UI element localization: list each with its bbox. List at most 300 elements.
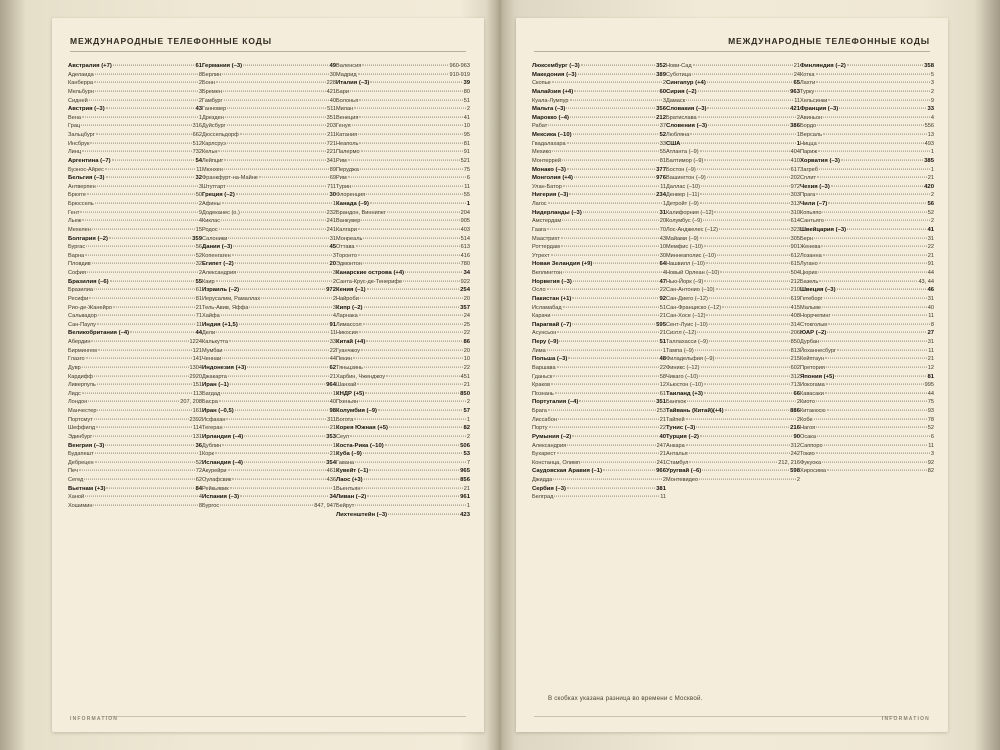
code-entry-row xyxy=(666,79,800,88)
entry-name: Краков xyxy=(532,382,551,389)
code-entry-row xyxy=(666,114,800,123)
leader-dots xyxy=(378,409,462,411)
entry-code: 612 xyxy=(790,252,800,259)
entry-code: 602 xyxy=(790,364,800,371)
entry-name: Бари xyxy=(336,88,350,95)
code-entry-row xyxy=(336,88,470,97)
code-entry-row xyxy=(666,286,800,295)
code-entry-row xyxy=(68,260,202,269)
leader-dots xyxy=(227,124,326,126)
code-entry-row xyxy=(202,191,336,200)
entry-name: Тяньцзинь xyxy=(336,364,363,371)
leader-dots xyxy=(86,245,195,247)
code-entry-row xyxy=(68,183,202,192)
leader-dots xyxy=(581,460,656,462)
leader-dots xyxy=(261,296,332,298)
entry-name: Мумбаи xyxy=(202,347,223,354)
code-entry-row xyxy=(532,226,666,235)
code-entry-row xyxy=(202,493,336,502)
entry-name: Великобритания (–4) xyxy=(68,330,130,337)
code-entry-row xyxy=(800,97,934,106)
code-entry-row xyxy=(800,286,934,295)
leader-dots xyxy=(700,236,790,238)
code-entry-row xyxy=(202,105,336,114)
entry-name: Сан-Хосе (–12) xyxy=(666,313,706,320)
code-entry-row xyxy=(68,174,202,183)
page-title-left: МЕЖДУНАРОДНЫЕ ТЕЛЕФОННЫЕ КОДЫ xyxy=(70,36,272,46)
entry-name: Флоренция xyxy=(336,192,366,199)
entry-code: 20 xyxy=(659,218,666,225)
entry-name: Дамаск xyxy=(666,97,686,104)
code-entry-row xyxy=(666,148,800,157)
entry-name: Констанца, Олимп xyxy=(532,459,580,466)
leader-dots xyxy=(224,98,329,100)
entry-code: 2 xyxy=(332,295,336,302)
leader-dots xyxy=(224,348,329,350)
code-entry-row xyxy=(202,295,336,304)
entry-name: Пхеньян xyxy=(336,399,358,406)
code-entry-row xyxy=(68,71,202,80)
code-entry-row xyxy=(68,321,202,330)
entry-name: Никосия xyxy=(336,330,358,337)
entry-name: Тайвань (Китай)(+4) xyxy=(666,408,724,414)
leader-dots xyxy=(825,357,927,359)
leader-dots xyxy=(603,469,655,471)
leader-dots xyxy=(572,322,655,324)
leader-dots xyxy=(690,133,796,135)
entry-code: 93 xyxy=(927,408,934,414)
entry-name: Дуйсбург xyxy=(202,123,226,130)
leader-dots xyxy=(847,227,926,229)
code-entry-row xyxy=(336,97,470,106)
entry-name: Ницца xyxy=(800,140,817,147)
entry-code: 44 xyxy=(329,356,336,363)
code-entry-row xyxy=(532,166,666,175)
entry-name: Сантьяго xyxy=(800,218,824,225)
entry-name: Гуанчжоу xyxy=(336,347,361,354)
code-entry-row xyxy=(336,217,470,226)
leader-dots xyxy=(548,409,656,411)
code-entry-row xyxy=(666,278,800,287)
leader-dots xyxy=(817,124,924,126)
code-entry-row xyxy=(68,442,202,451)
leader-dots xyxy=(563,271,662,273)
entry-name: Лагос xyxy=(532,201,547,207)
leader-dots xyxy=(82,150,192,152)
entry-code: 90 xyxy=(793,433,800,440)
entry-code: 81 xyxy=(463,140,470,147)
code-entry-row xyxy=(800,183,934,192)
code-entry-row xyxy=(68,131,202,140)
entry-name: Любляна xyxy=(666,132,690,138)
leader-dots xyxy=(97,383,192,385)
code-entry-row xyxy=(666,398,800,407)
entry-code: 121 xyxy=(192,347,202,354)
leader-dots xyxy=(719,227,790,229)
entry-code: 57 xyxy=(463,408,470,414)
entry-name: Белград xyxy=(532,494,554,501)
code-entry-row xyxy=(666,433,800,442)
code-entry-row xyxy=(68,157,202,166)
leader-dots xyxy=(717,253,790,255)
code-entry-row xyxy=(68,191,202,200)
entry-code: 1 xyxy=(198,114,202,121)
entry-code: 2 xyxy=(198,201,202,207)
code-entry-row xyxy=(666,140,800,149)
entry-code: 493 xyxy=(924,140,934,147)
entry-code: 303 xyxy=(790,192,800,199)
leader-dots xyxy=(548,124,658,126)
leader-dots xyxy=(355,460,466,462)
code-entry-row xyxy=(202,174,336,183)
leader-dots xyxy=(835,374,926,376)
entry-code: 33 xyxy=(927,106,934,113)
entry-name: Лихтенштейн (–3) xyxy=(336,511,388,518)
entry-name: Эдинбург xyxy=(68,433,93,440)
leader-dots xyxy=(815,89,930,91)
entry-name: Додеканес (о.) xyxy=(202,209,240,216)
leader-dots xyxy=(224,167,329,169)
entry-code: 1 xyxy=(332,390,336,397)
entry-code: 31 xyxy=(329,235,336,242)
entry-code: 922 xyxy=(460,278,470,285)
leader-dots xyxy=(561,236,659,238)
entry-name: Кардифф xyxy=(68,373,93,380)
leader-dots xyxy=(96,426,192,428)
entry-name: Рабат xyxy=(532,123,548,130)
leader-dots xyxy=(831,184,923,186)
entry-name: Иокогама xyxy=(800,382,825,389)
entry-name: Бейрут xyxy=(336,502,355,509)
entry-code: 81 xyxy=(927,373,934,380)
leader-dots xyxy=(90,141,191,143)
entry-name: Ханой xyxy=(68,494,85,501)
leader-dots xyxy=(366,193,463,195)
entry-name: Монреаль xyxy=(336,235,363,242)
leader-dots xyxy=(240,288,325,290)
code-entry-row xyxy=(68,459,202,468)
code-entry-row xyxy=(68,450,202,459)
code-entry-row xyxy=(68,226,202,235)
code-entry-row xyxy=(336,209,470,218)
entry-name: Женева xyxy=(800,244,821,251)
column-4 xyxy=(532,62,666,502)
leader-dots xyxy=(353,357,463,359)
entry-code: 62 xyxy=(329,364,336,371)
leader-dots xyxy=(348,158,460,160)
leader-dots xyxy=(570,115,655,117)
entry-code: 10 xyxy=(463,356,470,363)
entry-name: Гавана xyxy=(336,459,355,466)
entry-name: Чикаго (–10) xyxy=(666,373,699,380)
entry-code: 1224 xyxy=(189,339,202,345)
entry-code: 32 xyxy=(195,261,202,268)
entry-code: 2 xyxy=(930,192,934,199)
entry-name: Познань xyxy=(532,390,554,397)
code-entry-row xyxy=(666,252,800,261)
leader-dots xyxy=(553,478,662,480)
leader-dots xyxy=(92,262,195,264)
entry-code: 312 xyxy=(790,442,800,449)
entry-code: 4 xyxy=(930,114,934,121)
code-entry-row xyxy=(532,338,666,347)
entry-name: Лима xyxy=(532,347,546,354)
entry-code: 161 xyxy=(192,408,202,414)
code-entry-row xyxy=(202,226,336,235)
leader-dots xyxy=(86,357,192,359)
leader-dots xyxy=(701,184,790,186)
leader-dots xyxy=(222,443,332,445)
code-entry-row xyxy=(800,260,934,269)
leader-dots xyxy=(95,89,198,91)
entry-name: Малайзия (+4) xyxy=(532,88,574,95)
leader-dots xyxy=(93,434,191,436)
entry-name: Сирия (–2) xyxy=(666,88,697,95)
leader-dots xyxy=(219,227,326,229)
entry-code: 964 xyxy=(326,382,336,389)
entry-code: 732 xyxy=(192,149,202,156)
leader-dots xyxy=(709,322,790,324)
entry-code: 323 xyxy=(790,226,800,233)
entry-code: 461 xyxy=(326,468,336,475)
code-entry-row xyxy=(532,407,666,416)
entry-code: 95 xyxy=(463,132,470,138)
entry-name: Пакистан (+1) xyxy=(532,295,572,302)
entry-name: Варна xyxy=(68,252,85,259)
entry-code: 92 xyxy=(659,295,666,302)
leader-dots xyxy=(816,426,927,428)
leader-dots xyxy=(221,219,326,221)
entry-name: Ганновер xyxy=(202,106,227,113)
leader-dots xyxy=(686,443,790,445)
leader-dots xyxy=(700,202,790,204)
entry-name: Рио-де-Жанейро xyxy=(68,304,112,311)
entry-code: 43, 44 xyxy=(918,278,934,285)
leader-dots xyxy=(240,133,326,135)
leader-dots xyxy=(97,184,198,186)
code-entry-row xyxy=(666,269,800,278)
entry-name: Сеул xyxy=(336,433,350,440)
entry-code: 389 xyxy=(656,71,666,78)
entry-code: 216 xyxy=(790,425,800,432)
code-entry-row xyxy=(202,442,336,451)
entry-name: Сегед xyxy=(68,477,84,483)
entry-code: 34 xyxy=(329,494,336,501)
code-entry-row xyxy=(532,321,666,330)
code-entry-row xyxy=(800,381,934,390)
leader-dots xyxy=(228,374,329,376)
code-entry-row xyxy=(666,260,800,269)
entry-code: 619 xyxy=(790,295,800,302)
code-entry-row xyxy=(800,407,934,416)
code-entry-row xyxy=(336,166,470,175)
leader-dots xyxy=(547,348,662,350)
code-entry-row xyxy=(336,235,470,244)
entry-name: Лахти xyxy=(800,80,816,87)
leader-dots xyxy=(228,469,326,471)
entry-code: 410 xyxy=(790,157,800,164)
entry-code: 403 xyxy=(460,226,470,233)
entry-code: 25 xyxy=(463,321,470,328)
entry-code: 241 xyxy=(656,459,666,466)
leader-dots xyxy=(828,202,926,204)
entry-code: 64 xyxy=(659,261,666,268)
entry-name: Богота xyxy=(336,416,354,423)
entry-name: Майами (–9) xyxy=(666,235,699,242)
entry-code: 3 xyxy=(198,88,202,95)
entry-name: Берн xyxy=(800,235,813,242)
code-entry-row xyxy=(800,347,934,356)
leader-dots xyxy=(229,340,329,342)
code-entry-row xyxy=(202,140,336,149)
entry-code: 72 xyxy=(195,468,202,475)
entry-code: 357 xyxy=(460,304,470,311)
entry-name: Брандон, Виннипег xyxy=(336,209,386,216)
entry-name: Гданьск xyxy=(532,373,553,380)
entry-name: Роттердам xyxy=(532,244,560,251)
entry-code: 22 xyxy=(927,244,934,251)
entry-name: Миннеаполис (–10) xyxy=(666,252,716,259)
leader-dots xyxy=(715,357,789,359)
entry-name: Вьентьян xyxy=(336,485,361,492)
entry-code: 52 xyxy=(927,209,934,216)
leader-dots xyxy=(227,184,326,186)
leader-dots xyxy=(359,331,463,333)
entry-code: 352 xyxy=(656,63,666,69)
leader-dots xyxy=(219,400,329,402)
leader-dots xyxy=(237,271,332,273)
entry-code: 381 xyxy=(656,485,666,492)
code-entry-row xyxy=(336,347,470,356)
entry-code: 305 xyxy=(790,235,800,242)
code-entry-row xyxy=(202,433,336,442)
entry-code: 41 xyxy=(463,114,470,121)
entry-name: Нью-Йорк (–9) xyxy=(666,278,704,285)
entry-code: 81 xyxy=(195,295,202,302)
code-entry-row xyxy=(532,373,666,382)
entry-code: 1 xyxy=(332,442,336,449)
entry-code: 662 xyxy=(192,132,202,138)
leader-dots xyxy=(216,331,329,333)
code-entry-row xyxy=(800,114,934,123)
entry-name: Харбин, Чженджоу xyxy=(336,373,385,380)
leader-dots xyxy=(94,417,189,419)
entry-code: 976 xyxy=(656,175,666,182)
leader-dots xyxy=(562,219,659,221)
leader-dots xyxy=(363,262,460,264)
entry-name: Кобе xyxy=(800,416,813,423)
code-entry-row xyxy=(202,260,336,269)
entry-code: 27 xyxy=(927,330,934,337)
entry-name: Атланта (–9) xyxy=(666,149,699,156)
leader-dots xyxy=(95,460,195,462)
entry-name: Кельн xyxy=(202,149,218,156)
entry-name: Новый Орлеан (–10) xyxy=(666,270,720,276)
entry-name: Париж xyxy=(800,149,818,156)
entry-code: 22 xyxy=(659,425,666,432)
code-entry-row xyxy=(800,235,934,244)
code-entry-row xyxy=(68,467,202,476)
entry-code: 1 xyxy=(796,132,800,138)
entry-name: Валенсия xyxy=(336,63,362,69)
leader-dots xyxy=(236,193,329,195)
entry-name: Амстердам xyxy=(532,218,562,225)
entry-code: 24 xyxy=(463,313,470,320)
entry-code: 1 xyxy=(466,201,470,207)
entry-code: 2 xyxy=(466,399,470,406)
entry-name: Турция (–2) xyxy=(666,433,699,440)
leader-dots xyxy=(350,434,466,436)
code-entry-row xyxy=(202,373,336,382)
entry-name: Будапешт xyxy=(68,451,94,458)
code-entry-row xyxy=(336,122,470,131)
leader-dots xyxy=(818,141,924,143)
leader-dots xyxy=(696,426,789,428)
leader-dots xyxy=(818,271,926,273)
entry-code: 21 xyxy=(927,356,934,363)
entry-name: Анкара xyxy=(666,442,685,449)
leader-dots xyxy=(385,443,459,445)
entry-code: 11 xyxy=(660,494,666,501)
entry-code: 1 xyxy=(796,140,800,147)
leader-dots xyxy=(554,495,659,497)
leader-dots xyxy=(567,443,656,445)
code-entry-row xyxy=(666,467,800,476)
column-1 xyxy=(68,62,202,519)
code-entry-row xyxy=(532,71,666,80)
entry-name: Лос-Анджелес (–12) xyxy=(666,226,718,233)
entry-code: 32 xyxy=(195,175,202,182)
entry-code: 995 xyxy=(924,382,934,389)
entry-code: 91 xyxy=(329,321,336,328)
leader-dots xyxy=(113,64,195,66)
code-entry-row xyxy=(202,321,336,330)
entry-code: 511 xyxy=(327,106,336,113)
code-entry-row xyxy=(336,252,470,261)
code-entry-row xyxy=(202,286,336,295)
code-entry-row xyxy=(202,476,336,485)
entry-name: Китакюсю xyxy=(800,408,826,414)
entry-code: 241 xyxy=(326,218,336,225)
leader-dots xyxy=(720,271,789,273)
entry-code: 30 xyxy=(659,252,666,259)
entry-code: 312 xyxy=(790,373,800,380)
entry-name: Даллас (–10) xyxy=(666,183,700,190)
code-entry-row xyxy=(666,88,800,97)
code-entry-row xyxy=(532,424,666,433)
entry-code: 206 xyxy=(790,330,800,337)
code-entry-row xyxy=(68,217,202,226)
entry-name: Александрия xyxy=(202,270,237,276)
code-entry-row xyxy=(202,304,336,313)
code-entry-row xyxy=(800,269,934,278)
leader-dots xyxy=(352,184,463,186)
leader-dots xyxy=(706,314,789,316)
leader-dots xyxy=(91,340,188,342)
entry-name: Катания xyxy=(336,132,358,138)
code-entry-row xyxy=(336,295,470,304)
entry-name: Авиньон xyxy=(800,114,823,121)
code-entry-row xyxy=(68,97,202,106)
leader-dots xyxy=(249,305,332,307)
code-entry-row xyxy=(202,347,336,356)
leader-dots xyxy=(93,503,197,505)
leader-dots xyxy=(708,124,789,126)
entry-name: Сальвадор xyxy=(68,313,97,320)
entry-name: Штутгарт xyxy=(202,183,226,190)
code-entry-row xyxy=(336,131,470,140)
entry-code: 11 xyxy=(928,442,934,449)
